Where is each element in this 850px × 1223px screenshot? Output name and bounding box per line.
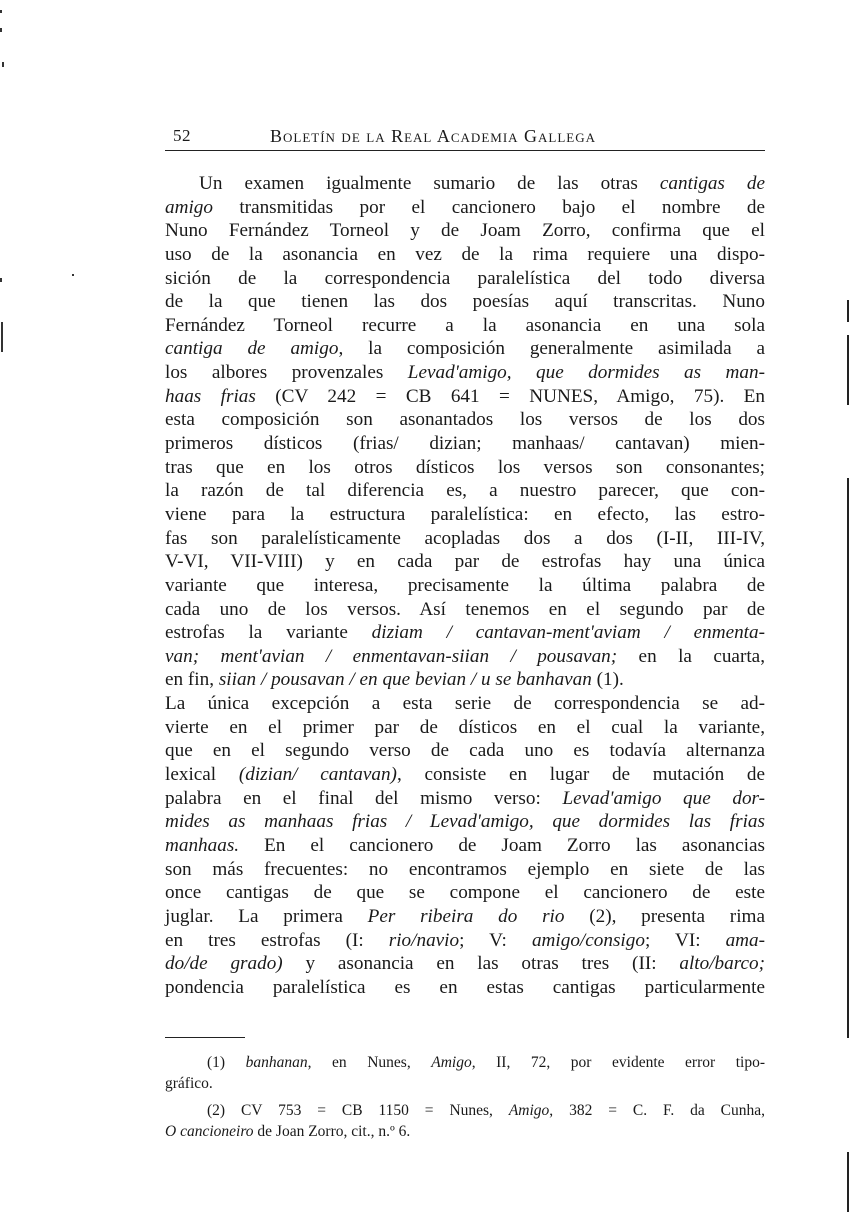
text-line [165,361,765,385]
text-run: (2) CV 753 = CB 1150 = Nunes, [207,1102,509,1119]
text-run: La única excepción a esta serie de correspondencia se ad- [165,693,765,715]
text-run: , la composición generalmente asimilada a [338,338,765,360]
text-run: (2), presenta rima [564,905,765,927]
scan-speck [72,274,74,276]
text-line [165,1052,765,1073]
text-line [165,976,765,1000]
running-head [165,126,765,148]
text-run: en fin, [165,669,219,691]
italic-text: manhaas. [165,834,240,856]
italic-text: haas frias [165,385,256,407]
text-run: tras que en los otros dísticos los versos son consonantes; [165,456,765,478]
text-run: Un examen igualmente sumario de las otras [199,173,660,194]
italic-text: mides as manhaas frias / Levad'amigo, que dormides las frias [165,811,765,833]
italic-text: amigo/consigo [531,929,645,951]
scan-speck [0,10,2,13]
text-line [165,929,765,953]
italic-text: (dizian/ cantavan) [238,764,397,786]
text-line [165,763,765,787]
footnote-rule [165,1037,245,1038]
text-run: V-VI, VII-VIII) y en cada par de estrofas hay una única [165,551,765,573]
text-line [165,621,765,645]
text-run: que en el segundo verso de cada uno es todavía alternanza [165,740,765,762]
text-run: los albores provenzales [165,362,408,384]
text-line [165,408,765,432]
text-line [165,385,765,409]
text-run: vierte en el primer par de dísticos en el cual la variante, [165,716,765,738]
edge-mark [847,300,849,322]
italic-text: Per ribeira do rio [367,905,565,927]
text-line [165,290,765,314]
text-run: en la cuarta, [617,645,765,667]
text-line [165,1100,765,1121]
text-run: son más frecuentes: no encontramos ejemplo en siete de las [165,858,765,880]
scan-speck [0,278,2,282]
text-run: , 382 = C. F. da Cunha, [549,1102,765,1119]
text-line [165,503,765,527]
italic-text: Amigo [431,1054,472,1071]
text-line [165,314,765,338]
text-run: palabra en el final del mismo verso: [165,787,563,809]
italic-text: amigo [165,196,213,218]
footnotes [165,1052,765,1142]
text-run: de Joan Zorro, cit., n.º 6. [253,1123,411,1140]
text-line [165,267,765,291]
edge-mark [847,1152,849,1212]
italic-text: cantigas de [659,173,765,194]
text-run: pondencia paralelística es en estas cantigas particularmente [165,976,765,998]
text-run: transmitidas por el cancionero bajo el nombre de [212,196,765,218]
italic-text: banhanan [245,1054,308,1071]
scan-speck [1,322,3,352]
text-line [165,243,765,267]
text-run: Nuno Fernández Torneol y de Joam Zorro, confirma que el [165,220,765,242]
footnote-2 [165,1100,765,1142]
text-run: viene para la estructura paralelística: en efecto, las estro- [165,503,765,525]
italic-text: ama- [725,929,766,951]
text-run: la razón de tal diferencia es, a nuestro parecer, que con- [165,480,765,502]
text-line [165,479,765,503]
text-line [165,1073,765,1094]
text-run: sición de la correspondencia paralelística del todo diversa [165,267,765,289]
text-line [165,952,765,976]
text-run: esta composición son asonantados los versos de los dos [165,409,765,431]
text-line [165,219,765,243]
text-line [165,196,765,220]
text-run: cada uno de los versos. Así tenemos en el segundo par de [165,598,765,620]
text-run: fas son paralelísticamente acopladas dos a dos (I-II, III-IV, [165,527,765,549]
text-line [165,598,765,622]
text-line [165,739,765,763]
text-run: ; V: [459,929,532,951]
italic-text: O cancioneiro [165,1123,254,1140]
edge-mark [847,335,849,405]
text-line [165,337,765,361]
journal-title: Boletín de la Real Academia Gallega [270,126,597,146]
italic-text: alto/barco; [679,953,765,975]
text-run: estrofas la variante [165,622,372,644]
italic-text: Levad'amigo que dor- [562,787,766,809]
text-line [165,574,765,598]
text-run: primeros dísticos (frias/ dizian; manhaas/ cantavan) mien- [165,433,765,455]
text-line [165,1121,765,1142]
text-run: uso de la asonancia en vez de la rima requiere una dispo- [165,243,765,265]
text-run: gráfico. [165,1075,213,1092]
italic-text: Levad'amigo, que dormides as man- [407,362,765,384]
body-text [165,172,765,999]
text-run: once cantigas de que se compone el cancionero de este [165,882,765,904]
footnote-1 [165,1052,765,1094]
text-run: (1). [591,669,624,691]
text-line [165,172,765,196]
italic-text: cantiga de amigo [165,338,339,360]
scan-speck [2,62,4,67]
italic-text: do/de grado) [165,953,283,975]
text-line [165,432,765,456]
italic-text: Amigo [508,1102,550,1119]
edge-mark [847,478,849,1038]
text-run: lexical [165,764,239,786]
text-line [165,456,765,480]
text-run: ; VI: [644,929,726,951]
text-line [165,810,765,834]
text-run: Fernández Torneol recurre a la asonancia en una sola [165,314,765,336]
text-line [165,716,765,740]
italic-text: diziam / cantavan-ment'aviam / enmenta- [371,622,765,644]
text-line [165,645,765,669]
text-run: En el cancionero de Joam Zorro las asonancias [239,834,765,856]
text-line [165,668,765,692]
page-number: 52 [173,126,191,145]
scan-speck [0,28,2,32]
text-line [165,858,765,882]
italic-text: van; ment'avian / enmentavan-siian / pousavan; [165,645,618,667]
italic-text: siian / pousavan / en que bevian / u se banhavan [218,669,592,691]
text-run: y asonancia en las otras tres (II: [282,953,680,975]
text-line [165,905,765,929]
header-rule [165,150,765,151]
text-run: , en Nunes, [307,1054,432,1071]
text-run: , II, 72, por evidente error tipo- [471,1054,765,1071]
text-line [165,550,765,574]
text-run: juglar. La primera [165,905,368,927]
text-line [165,692,765,716]
text-line [165,787,765,811]
text-run: en tres estrofas (I: [165,929,389,951]
text-line [165,834,765,858]
text-run: , consiste en lugar de mutación de [396,764,765,786]
text-run: (1) [207,1054,246,1071]
text-run: de la que tienen las dos poesías aquí transcritas. Nuno [165,291,765,313]
text-line [165,881,765,905]
text-line [165,527,765,551]
text-run: (CV 242 = CB 641 = NUNES, Amigo, 75). En [255,385,765,407]
text-run: variante que interesa, precisamente la última palabra de [165,574,765,596]
italic-text: rio/navio [388,929,460,951]
